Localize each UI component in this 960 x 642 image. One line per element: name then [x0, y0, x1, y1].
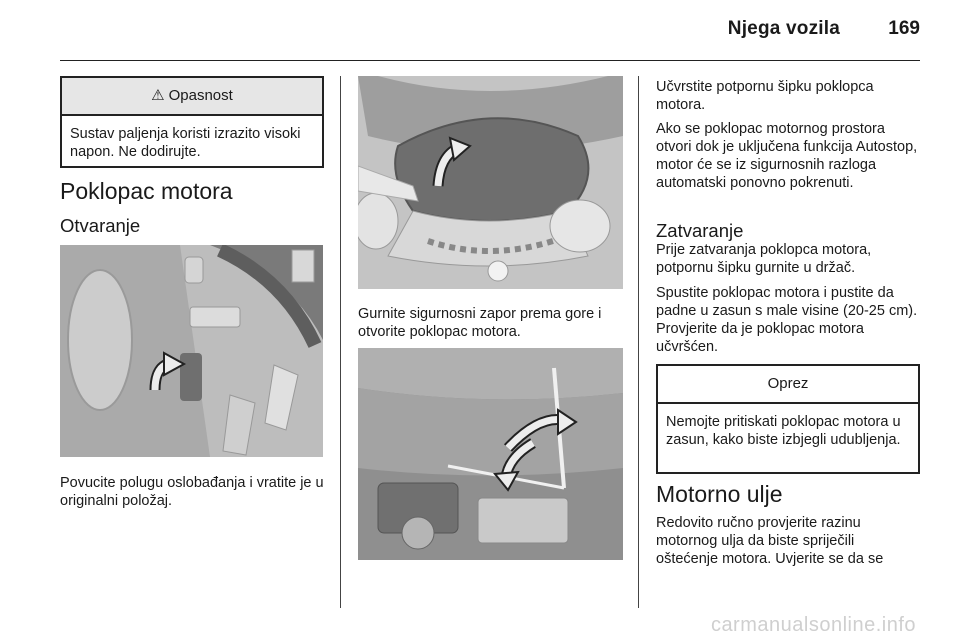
- hood-catch-illustration: [358, 76, 623, 289]
- danger-box-text: Sustav paljenja koristi izrazito visoki napon. Ne dodirujte.: [70, 126, 301, 160]
- header-title: Njega vozila: [727, 18, 840, 39]
- page-number: 169: [888, 18, 920, 39]
- subheading-opening: Otvaranje: [60, 215, 141, 236]
- hood-strut-illustration: [358, 348, 623, 560]
- release-lever-illustration: [60, 245, 323, 457]
- danger-box-header: [62, 78, 322, 116]
- column-divider-1: [340, 76, 341, 608]
- caption-safety-catch: Gurnite sigurnosni zapor prema gore i otvorite poklopac motora.: [358, 306, 602, 340]
- text-engine-oil: Redovito ručno provjerite razinu motornog ulja da biste spriječili oštećenje motora. Uvjerite se da se: [656, 515, 884, 567]
- text-secure-strut: Učvrstite potpornu šipku poklopca motora.: [656, 79, 874, 113]
- footer-watermark: carmanualsonline.info: [710, 614, 916, 636]
- column-divider-2: [638, 76, 639, 608]
- subheading-closing: Zatvaranje: [656, 220, 744, 241]
- caption-release-lever: Povucite polugu oslobađanja i vratite je u originalni položaj.: [60, 475, 324, 509]
- text-autostop: Ako se poklopac motornog prostora otvori dok je uključena funkcija Autostop, motor će se iz sigurnosnih razloga automatski ponovno pokrenuti.: [656, 121, 918, 191]
- danger-box-title: Opasnost: [168, 87, 233, 104]
- text-closing-2: Spustite poklopac motora i pustite da padne u zasun s male visine (20-25 cm). Provjerite da je poklopac motora učvršćen.: [656, 285, 918, 355]
- section-heading-hood: Poklopac motora: [60, 178, 233, 204]
- caution-box: [656, 364, 920, 474]
- header-divider: [60, 60, 920, 61]
- text-closing-1: Prije zatvaranja poklopca motora, potpornu šipku gurnite u držač.: [656, 242, 872, 276]
- section-heading-oil: Motorno ulje: [656, 481, 783, 507]
- caution-box-text: Nemojte pritiskati poklopac motora u zasun, kako biste izbjegli udubljenja.: [666, 414, 901, 448]
- danger-box: [60, 76, 324, 168]
- caution-box-title: Oprez: [658, 366, 918, 404]
- warning-triangle-icon: ⚠: [151, 87, 165, 104]
